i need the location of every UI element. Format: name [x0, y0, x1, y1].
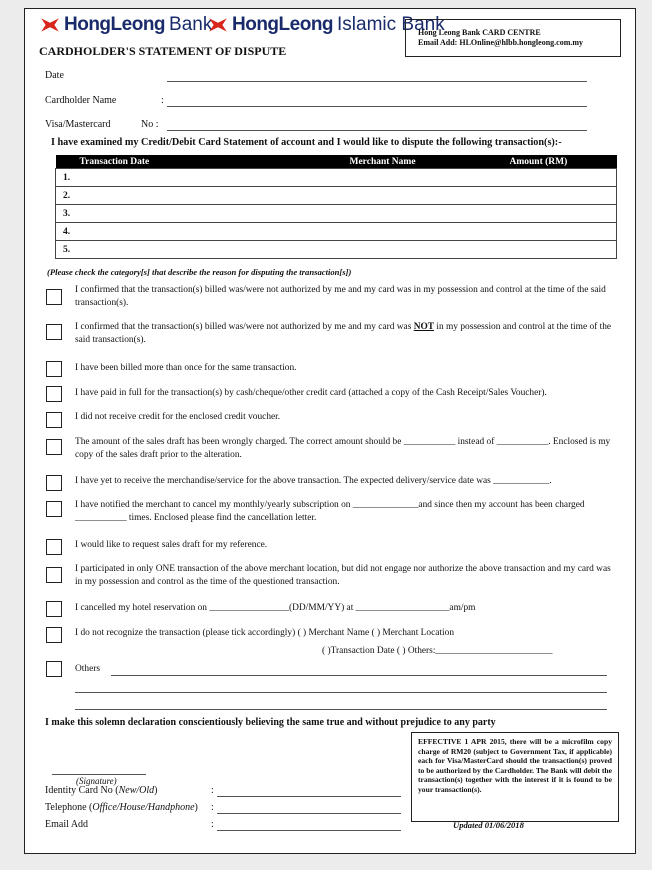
column-transaction-date: Transaction Date: [56, 155, 350, 169]
tiger-emblem-icon: [39, 14, 61, 36]
telephone-colon: :: [211, 802, 214, 813]
card-number-field[interactable]: [167, 130, 587, 131]
row-number: 4.: [56, 223, 617, 241]
signature-line[interactable]: [52, 774, 146, 775]
others-line-1[interactable]: [111, 675, 607, 676]
declaration-text: I make this solemn declaration conscientiously believing the same true and without prejudice to any party: [45, 717, 496, 728]
reason-checkbox-12[interactable]: [46, 627, 62, 643]
row-number: 5.: [56, 241, 617, 259]
date-field[interactable]: [167, 81, 587, 82]
hong-leong-bank-logo: [39, 11, 212, 39]
table-row[interactable]: [56, 241, 617, 259]
reason-2-emphasis: NOT: [413, 322, 435, 332]
form-title: CARDHOLDER'S STATEMENT OF DISPUTE: [39, 44, 287, 58]
ic-label-italic: New/Old: [118, 785, 155, 796]
category-note: (Please check the category[s] that describe the reason for disputing the transaction[s]): [47, 267, 352, 277]
reason-checkbox-13[interactable]: [46, 661, 62, 677]
identity-card-label: [45, 785, 158, 796]
reason-2-part-c: in my possession and control at the time of the said transaction(s).: [75, 322, 612, 345]
table-row[interactable]: [56, 169, 617, 187]
row-number: 2.: [56, 187, 617, 205]
logo-bold-text: HongLeong: [64, 14, 166, 35]
cardholder-name-label: Cardholder Name: [45, 95, 117, 106]
reason-9-text: I would like to request sales draft for my reference.: [75, 540, 268, 550]
reason-2-text: [75, 321, 620, 347]
telephone-field[interactable]: [217, 813, 401, 814]
reason-8-text: I have notified the merchant to cancel my monthly/yearly subscription on ______________and since then my account has been charged ___________ times. Enclosed please find the cancellation letter.: [75, 500, 585, 523]
cardholder-name-field[interactable]: [167, 106, 587, 107]
tel-label-italic: Office/House/Handphone: [92, 802, 195, 813]
ic-label-end: ): [154, 785, 158, 796]
reason-checkbox-11[interactable]: [46, 601, 62, 617]
reason-checkbox-5[interactable]: [46, 412, 62, 428]
telephone-label: [45, 802, 198, 813]
reason-checkbox-9[interactable]: [46, 539, 62, 555]
card-type-label: Visa/Mastercard: [45, 119, 111, 130]
intro-text: I have examined my Credit/Debit Card Statement of account and I would like to dispute the following transaction(s):-: [51, 137, 562, 148]
transaction-table: [55, 155, 617, 259]
column-merchant-name: Merchant Name: [350, 155, 510, 169]
row-number: 1.: [56, 169, 617, 187]
reason-checkbox-3[interactable]: [46, 361, 62, 377]
reason-3-text: I have been billed more than once for the same transaction.: [75, 363, 297, 373]
tel-label-end: ): [194, 802, 198, 813]
reason-checkbox-10[interactable]: [46, 567, 62, 583]
reason-7-text: I have yet to receive the merchandise/service for the above transaction. The expected delivery/service date was ____________.: [75, 476, 552, 486]
updated-date: Updated 01/06/2018: [453, 820, 524, 830]
reason-13-text: Others: [75, 664, 100, 674]
cardholder-name-colon: :: [161, 95, 164, 106]
card-centre-email: Email Add: HLOnline@hlbb.hongleong.com.my: [418, 38, 584, 47]
reason-6-text: The amount of the sales draft has been wrongly charged. The correct amount should be ___________ instead of ___________. Enclosed is my copy of the sales draft prior to the alteration.: [75, 437, 611, 460]
logo-rest-text: Bank: [169, 14, 213, 35]
reason-5-text: I did not receive credit for the enclosed credit voucher.: [75, 412, 281, 422]
reason-checkbox-1[interactable]: [46, 289, 62, 305]
reason-1-text: I confirmed that the transaction(s) billed was/were not authorized by me and my card was in my possession and control at the time of the said transaction(s).: [75, 285, 606, 308]
table-row[interactable]: [56, 187, 617, 205]
ic-label-text: Identity Card No (: [45, 785, 119, 796]
reason-12-text: I do not recognize the transaction (please tick accordingly) ( ) Merchant Name ( ) Merchant Location: [75, 628, 455, 638]
reason-10-text: I participated in only ONE transaction of the above merchant location, but did not engage nor authorize the above transaction and my card was in my possession and control as the time of the questioned transaction.: [75, 564, 611, 587]
identity-card-field[interactable]: [217, 796, 401, 797]
card-number-label: No :: [141, 119, 159, 130]
date-label: Date: [45, 70, 64, 81]
tel-label-text: Telephone (: [45, 802, 93, 813]
reason-checkbox-2[interactable]: [46, 324, 62, 340]
email-label: Email Add: [45, 819, 89, 830]
table-row[interactable]: [56, 205, 617, 223]
reason-checkbox-8[interactable]: [46, 501, 62, 517]
reason-checkbox-6[interactable]: [46, 439, 62, 455]
logo-rest-text: Islamic Bank: [337, 14, 445, 35]
email-colon: :: [211, 819, 214, 830]
microfilm-charge-notice: EFFECTIVE 1 APR 2015, there will be a microfilm copy charge of RM20 (subject to Government Tax, if applicable) each for Visa/MasterCard should the transaction(s) proved to be authorized by the Cardholder. The Bank will debit the transaction(s) together with the interest if it is found to be your transaction(s).: [411, 732, 619, 822]
column-amount: Amount (RM): [510, 155, 617, 169]
reason-2-part-a: I confirmed that the transaction(s) billed was/were not authorized by me and my card was: [75, 322, 414, 332]
card-centre-name: Hong Leong Bank CARD CENTRE: [418, 28, 541, 37]
dispute-form-page: [24, 8, 636, 854]
tiger-emblem-icon: [207, 14, 229, 36]
reason-checkbox-7[interactable]: [46, 475, 62, 491]
logo-bold-text: HongLeong: [232, 14, 334, 35]
reason-4-text: I have paid in full for the transaction(s) by cash/cheque/other credit card (attached a copy of the Cash Receipt/Sales Voucher).: [75, 388, 547, 398]
table-row[interactable]: [56, 223, 617, 241]
others-line-3[interactable]: [75, 709, 607, 710]
email-field[interactable]: [217, 830, 401, 831]
others-line-2[interactable]: [75, 692, 607, 693]
signature-label: (Signature): [76, 776, 117, 786]
reason-11-text: I cancelled my hotel reservation on _________________(DD/MM/YY) at ____________________am/pm: [75, 603, 476, 613]
reason-12-options: ( )Transaction Date ( ) Others:_________________________: [322, 646, 553, 656]
identity-card-colon: :: [211, 785, 214, 796]
card-centre-box: [405, 19, 621, 57]
row-number: 3.: [56, 205, 617, 223]
reason-checkbox-4[interactable]: [46, 386, 62, 402]
